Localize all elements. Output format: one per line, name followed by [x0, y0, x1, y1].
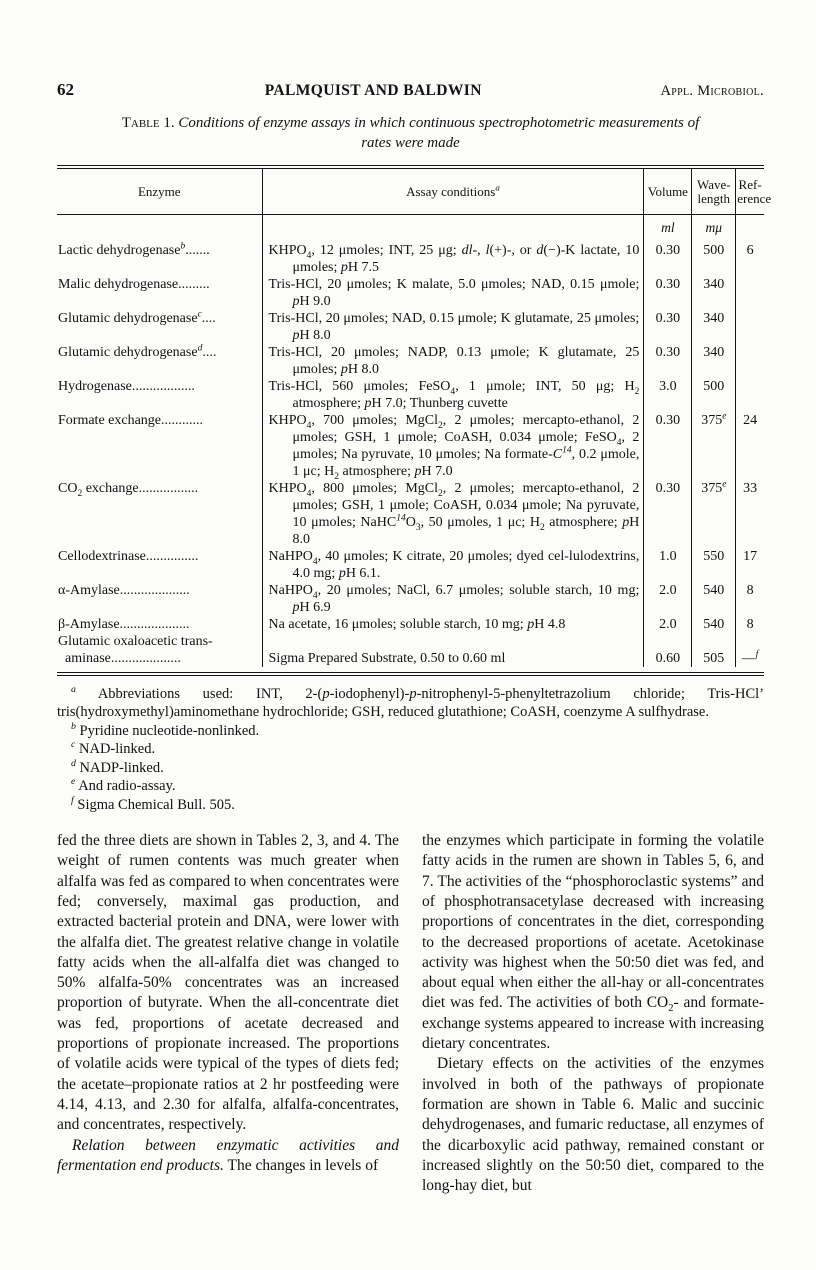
assay-cell: $KHPO_4$, 800 μmoles; MgCl$_2$, 2 μmoles; mercapto-ethanol, 2 μmoles; GSH, 1 μmole; CoASH, 0.034 μmole; Na pyruvate, 10 μmoles; $NaHC^{14}O_3$, 50 μmoles, 1 μc; $H_2$ atmosphere; pH 8.0: [262, 480, 644, 548]
footnote-f: $^f$ Sigma Chemical Bull. 505.: [71, 794, 235, 813]
units-assay: [262, 214, 644, 239]
reference-cell: 8: [736, 616, 764, 633]
table-caption: [111, 114, 711, 154]
enzyme-cell: Cellodextrinase...............: [58, 548, 199, 564]
volume-cell: 2.0: [644, 582, 692, 616]
reference-cell: [736, 378, 764, 412]
reference-cell: [736, 310, 764, 344]
reference-cell: 24: [736, 412, 764, 480]
enzyme-cell: Malic dehydrogenase.........: [58, 276, 210, 292]
wavelength-cell: 340: [692, 310, 736, 344]
volume-cell: 2.0: [644, 616, 692, 633]
footnote-a: $^a$ Abbreviations used: INT, 2-(p-iodophenyl)-p-nitrophenyl-5-phenyltetrazolium chloride; Tris-HCl’ tris(hydroxymethyl)aminomethane hydrochloride; GSH, reduced glutathione; CoASH, coenzyme A sulfhydrase.: [57, 683, 765, 721]
reference-cell: [736, 344, 764, 378]
wavelength-cell: 500: [692, 239, 736, 276]
enzyme-cell: Glutamic dehydrogenase$^c$....: [58, 309, 216, 326]
table-row: [57, 344, 764, 378]
wavelength-cell: 540: [692, 616, 736, 633]
reference-cell: —$^f$: [736, 633, 764, 667]
table-row: [57, 480, 764, 548]
units-enzyme: [57, 214, 262, 239]
volume-cell: 0.30: [644, 412, 692, 480]
running-head: [57, 80, 764, 100]
journal-name: Appl. Microbiol.: [660, 83, 764, 99]
assay-cell: NaHPO$_4$, 20 μmoles; NaCl, 6.7 μmoles; soluble starch, 10 mg; pH 6.9: [262, 582, 644, 616]
volume-cell: 3.0: [644, 378, 692, 412]
col-header-volume: Volume: [644, 169, 692, 215]
paragraph: the enzymes which participate in forming the volatile fatty acids in the rumen are shown in Tables 5, 6, and 7. The activities of the “phosphoroclastic systems” and of phosphotransacetylase decreased with increasing proportions of concentrates in the diet, corresponding to the decreased proportions of acetate. Acetokinase activity was highest when the 50:50 diet was fed, and about equal when either the all-hay or all-concentrates diet was fed. The activities of both $CO_2-$ and formate-exchange systems appeared to increase with increasing dietary concentrates.: [422, 832, 764, 1053]
body-right-column: [422, 831, 764, 1196]
reference-cell: [736, 276, 764, 310]
assay-cell: Na acetate, 16 μmoles; soluble starch, 10 mg; pH 4.8: [262, 616, 644, 633]
volume-cell: 0.30: [644, 276, 692, 310]
enzyme-cell: $CO_2$ exchange.................: [58, 480, 199, 499]
table-row: [57, 582, 764, 616]
col-header-enzyme: Enzyme: [57, 169, 262, 215]
enzyme-cell: β-Amylase....................: [58, 616, 190, 632]
wavelength-cell: 340: [692, 276, 736, 310]
footnote-c: $^c$ NAD-linked.: [71, 739, 156, 758]
wavelength-cell: 550: [692, 548, 736, 582]
reference-cell: 17: [736, 548, 764, 582]
reference-cell: 6: [736, 239, 764, 276]
assay-cell: Tris-HCl, 20 μmoles; NAD, 0.15 μmole; K glutamate, 25 μmoles; pH 8.0: [262, 310, 644, 344]
col-header-reference: Ref- erence: [736, 169, 764, 215]
units-reference: [736, 214, 764, 239]
volume-cell: 0.30: [644, 310, 692, 344]
assay-cell: NaHPO$_4$, 40 μmoles; K citrate, 20 μmoles; dyed cel-lulodextrins, 4.0 mg; pH 6.1.: [262, 548, 644, 582]
wavelength-cell: 340: [692, 344, 736, 378]
table-row: [57, 616, 764, 633]
assay-cell: Tris-HCl, 20 μmoles; NADP, 0.13 μmole; K glutamate, 25 μmoles; pH 8.0: [262, 344, 644, 378]
body-left-column: [57, 831, 399, 1196]
units-row: [57, 214, 764, 239]
enzyme-cell: Glutamic dehydrogenase$^d$....: [58, 343, 217, 360]
reference-cell: 8: [736, 582, 764, 616]
assay-cell: Tris-HCl, 20 μmoles; K malate, 5.0 μmoles; NAD, 0.15 μmole; pH 9.0: [262, 276, 644, 310]
assay-cell: Sigma Prepared Substrate, 0.50 to 0.60 ml: [262, 633, 644, 667]
volume-cell: 0.60: [644, 633, 692, 667]
units-wavelength: mμ: [692, 214, 736, 239]
volume-cell: 0.30: [644, 239, 692, 276]
table-row: [57, 276, 764, 310]
paragraph: Dietary effects on the activities of the enzymes involved in both of the pathways of propionate formation are shown in Table 6. Malic and succinic dehydrogenases, and fumaric reductase, all enzymes of the dicarboxylic acid pathway, remained constant or increased slightly on the 50:50 diet, compared to the long-hay diet, but: [422, 1055, 764, 1195]
assay-cell: Tris-HCl, 560 μmoles; FeSO$_4$, 1 μmole; INT, 50 μg; $H_2$ atmosphere; pH 7.0; Thunberg cuvette: [262, 378, 644, 412]
table-row: [57, 310, 764, 344]
footnote-d: $^d$ NADP-linked.: [71, 757, 164, 776]
footnote-b: $^b$ Pyridine nucleotide-nonlinked.: [71, 720, 260, 739]
units-volume: ml: [644, 214, 692, 239]
wavelength-cell: 540: [692, 582, 736, 616]
table-footnotes: [57, 685, 764, 815]
volume-cell: 0.30: [644, 480, 692, 548]
body-columns: [57, 831, 764, 1196]
enzyme-cell: α-Amylase....................: [58, 582, 190, 598]
col-header-assay: Assay conditions$^a$: [262, 169, 644, 215]
enzyme-cell: Glutamic oxaloacetic trans- aminase....................: [58, 633, 213, 666]
table-row: [57, 633, 764, 667]
wavelength-cell: 500: [692, 378, 736, 412]
enzyme-assay-table-wrapper: [57, 165, 772, 676]
table-row: [57, 548, 764, 582]
enzyme-cell: Lactic dehydrogenase$^b$.......: [58, 240, 210, 258]
page: [57, 80, 772, 1196]
assay-cell: $KHPO_4$, 700 μmoles; MgCl$_2$, 2 μmoles; mercapto-ethanol, 2 μmoles; GSH, 1 μmole; CoASH, 0.034 μmole; FeSO$_4$, 2 μmoles; Na pyruvate, 10 μmoles; Na formate-$C^{14}$, 0.2 μmole, 1 μc; $H_2$ atmosphere; pH 7.0: [262, 412, 644, 480]
paragraph: fed the three diets are shown in Tables 2, 3, and 4. The weight of rumen contents was much greater when alfalfa was fed as compared to when concentrates were fed; conversely, maximal gas production, and extracted bacterial protein and DNA, were lower with the alfalfa diet. The greatest relative change in volatile fatty acids when the all-alfalfa diet was changed to 50% alfalfa-50% concentrates was an increased proportion of butyrate. When the all-concentrate diet was fed, proportions of acetate decreased and proportions of propionate increased. The proportions of volatile acids were typical of the types of diets fed; the acetate–propionate ratios at 2 hr postfeeding were 4.14, 4.13, and 2.30 for alfalfa, alfalfa-concentrates, and concentrates, respectively.: [57, 832, 399, 1134]
wavelength-cell: 375e: [692, 412, 736, 480]
table-row: [57, 412, 764, 480]
page-number: 62: [57, 80, 74, 99]
enzyme-cell: Formate exchange............: [58, 412, 204, 428]
enzyme-assay-table: [57, 169, 772, 667]
volume-cell: 1.0: [644, 548, 692, 582]
assay-cell: $KHPO_4$, 12 μmoles; INT, 25 μg; dl-, l(+)-, or d(−)-K lactate, 10 μmoles; pH 7.5: [262, 239, 644, 276]
reference-cell: 33: [736, 480, 764, 548]
col-header-wavelength: Wave- length: [692, 169, 736, 215]
wavelength-cell: 375e: [692, 480, 736, 548]
table-header-row: [57, 169, 764, 215]
table-row: [57, 239, 764, 276]
footnote-e: $^e$ And radio-assay.: [71, 776, 176, 795]
paragraph: Relation between enzymatic activities and fermentation end products. The changes in levels of: [57, 1136, 399, 1174]
caption-text: Conditions of enzyme assays in which continuous spectrophotometric measurements of rates were made: [178, 115, 700, 151]
running-title: PALMQUIST AND BALDWIN: [264, 82, 482, 99]
caption-label: Table 1.: [121, 115, 175, 131]
enzyme-cell: Hydrogenase..................: [58, 378, 195, 394]
table-row: [57, 378, 764, 412]
volume-cell: 0.30: [644, 344, 692, 378]
wavelength-cell: 505: [692, 633, 736, 667]
